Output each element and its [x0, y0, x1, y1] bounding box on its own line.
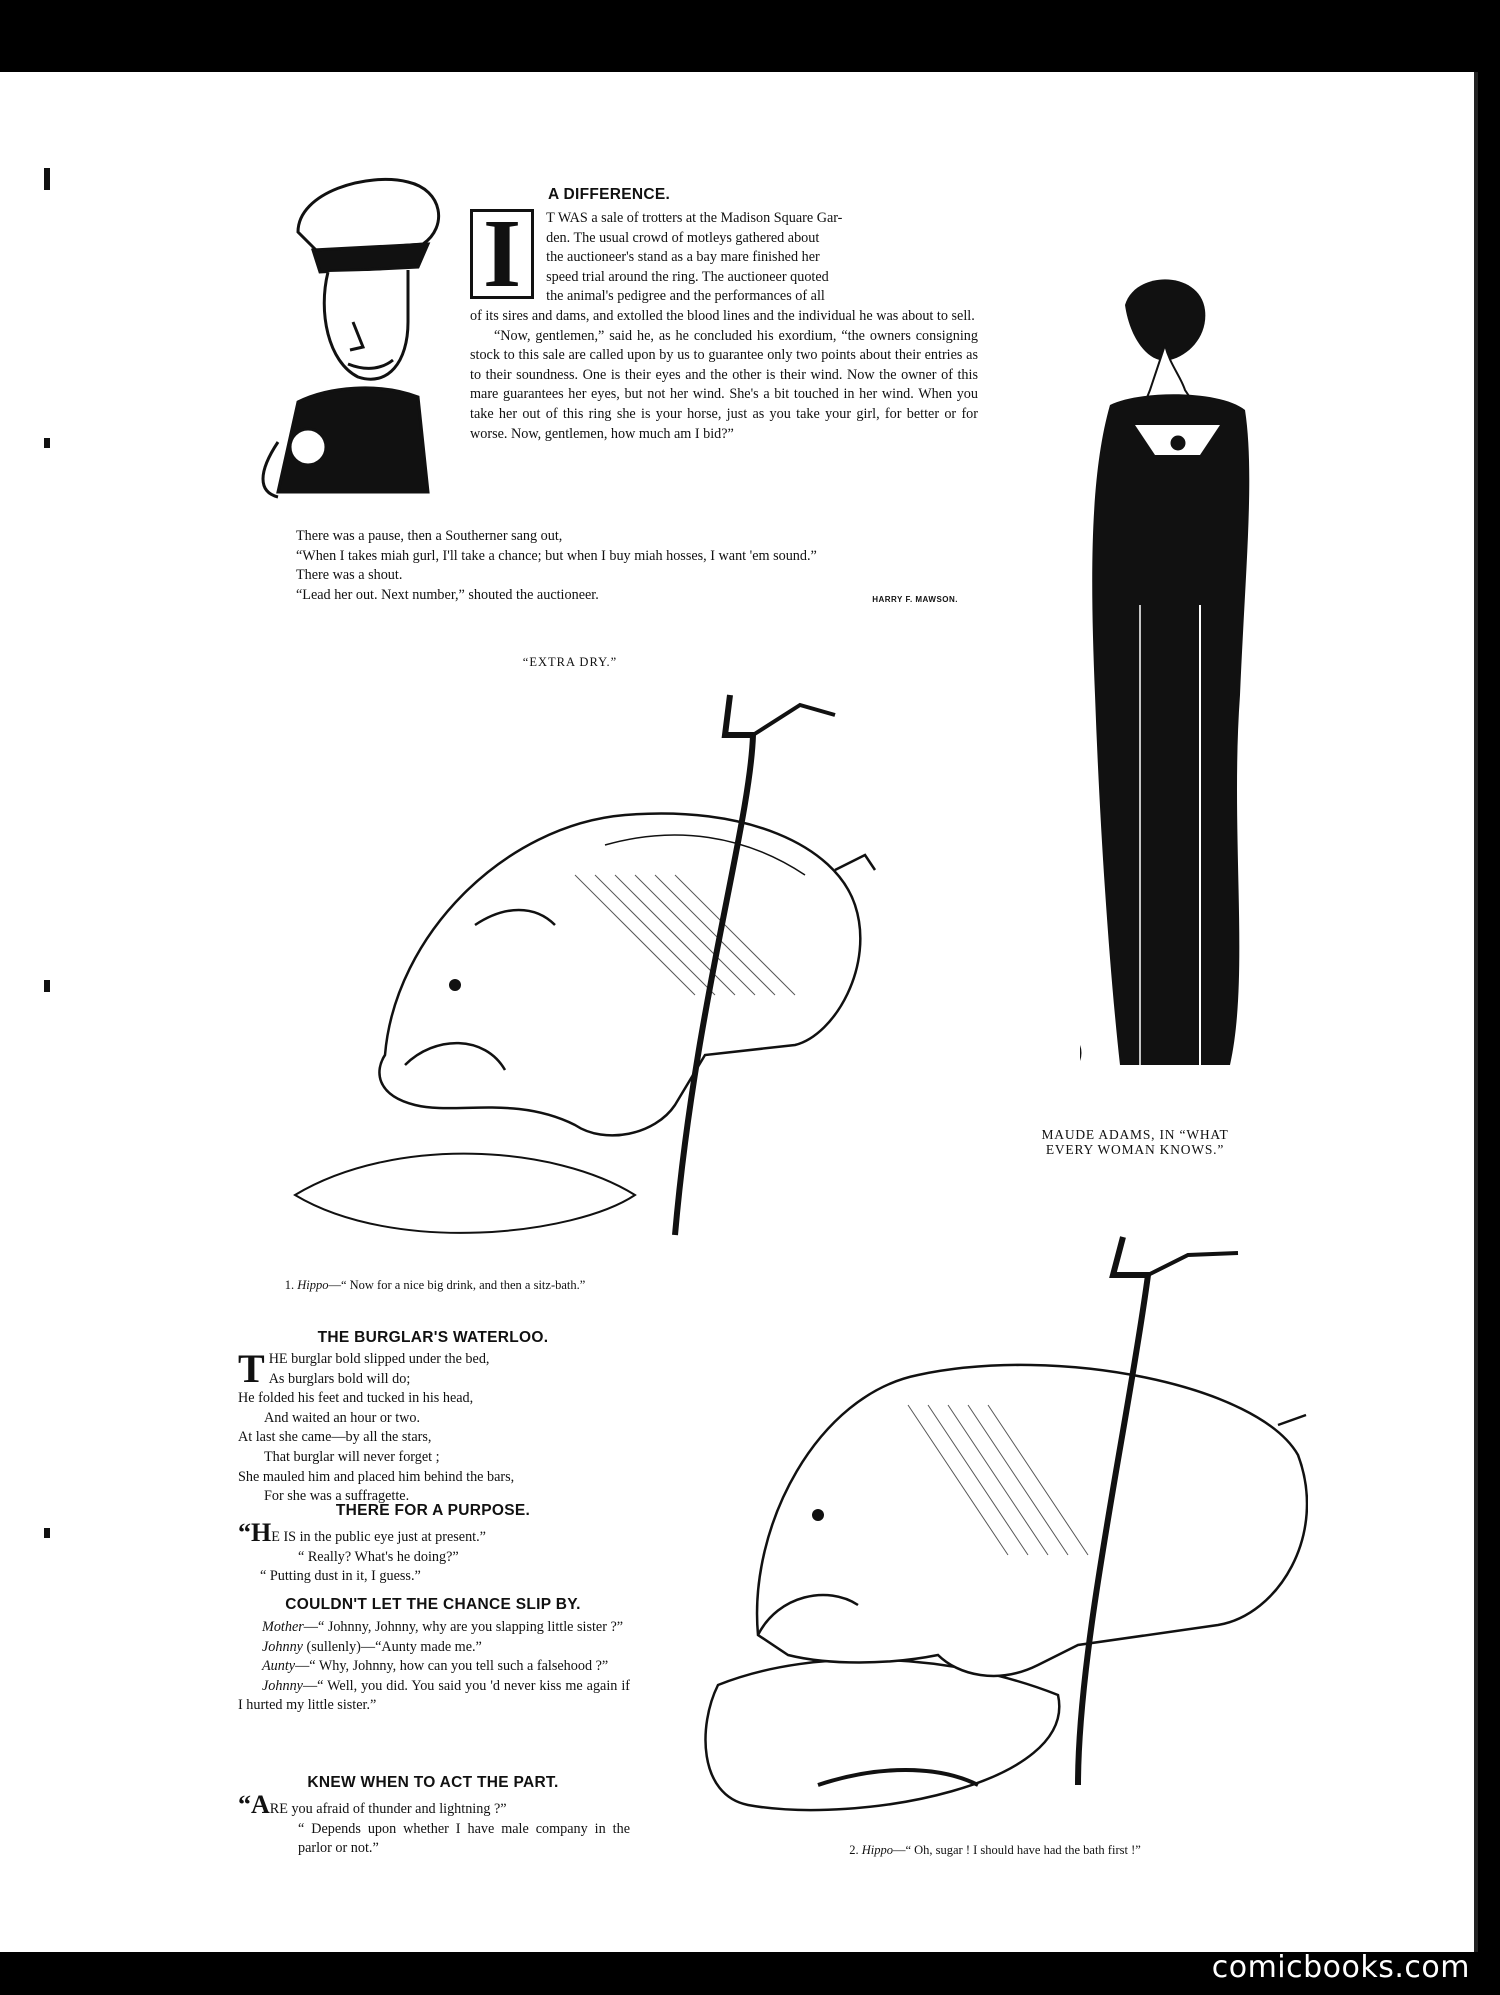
- story-title: THE BURGLAR'S WATERLOO.: [317, 1329, 549, 1346]
- text-line: —“ Johnny, Johnny, why are you slapping little sister ?”: [303, 1619, 624, 1635]
- drop-cap: T: [238, 1346, 265, 1391]
- text-paragraph: of its sires and dams, and extolled the blood lines and the individual he was about to sell.: [470, 307, 975, 324]
- caption-line: MAUDE ADAMS, IN “WHAT: [1041, 1127, 1229, 1142]
- story-body: [238, 1518, 638, 1587]
- story-title: COULDN'T LET THE CHANCE SLIP BY.: [285, 1596, 581, 1613]
- site-watermark: comicbooks.com: [1211, 1950, 1470, 1985]
- text-line: T WAS a sale of trotters at the Madison Square Gar-: [546, 210, 843, 226]
- story-title: KNEW WHEN TO ACT THE PART.: [307, 1774, 559, 1791]
- caption-line: EVERY WOMAN KNOWS.”: [1045, 1142, 1225, 1157]
- poem: [238, 1346, 638, 1507]
- drop-cap: I: [470, 209, 534, 299]
- caption-speaker: Hippo: [297, 1278, 329, 1292]
- poem-line: For she was a suffragette.: [264, 1488, 410, 1505]
- text-line: “ Really? What's he doing?”: [298, 1548, 459, 1565]
- panel-caption: [255, 1278, 615, 1293]
- text-paragraph: “Now, gentlemen,” said he, as he concluded his exordium, “the owners consigning stock to this sale are called upon by us to guarantee only two points about their entries as to their soundness. One is their eyes and the other is their wind. Now the owner of this mare guarantees her eyes, but not her wind. She's a bit touched in her wind. When you take her out of this ring she is your horse, just as you take your girl, for better or for worse. Now, gentlemen, how much am I bid?”: [470, 327, 978, 442]
- text-line: den. The usual crowd of motleys gathered about: [546, 229, 820, 246]
- portrait-caption: [985, 1127, 1285, 1157]
- text-paragraph: “When I takes miah gurl, I'll take a chance; but when I buy miah hosses, I want 'em sound.”: [296, 547, 817, 564]
- speaker: Johnny: [262, 1677, 303, 1694]
- story-title: THERE FOR A PURPOSE.: [335, 1502, 531, 1519]
- poem-line: HE burglar bold slipped under the bed,: [268, 1351, 490, 1367]
- text-paragraph: There was a shout.: [296, 567, 403, 584]
- caption-number: 2.: [849, 1843, 859, 1857]
- hippo-drinking-illustration: [275, 675, 955, 1275]
- text-line: speed trial around the ring. The auctioneer quoted: [546, 268, 829, 285]
- text-line: (sullenly)—“Aunty made me.”: [302, 1638, 482, 1655]
- text-line: “ Putting dust in it, I guess.”: [260, 1568, 421, 1585]
- caption-text: —“ Now for a nice big drink, and then a sitz-bath.”: [328, 1278, 586, 1292]
- poem-line: She mauled him and placed him behind the bars,: [238, 1468, 515, 1485]
- poem-line: At last she came—by all the stars,: [238, 1429, 432, 1446]
- text-line: “ Depends upon whether I have male company in the parlor or not.”: [298, 1820, 630, 1857]
- story-title: A DIFFERENCE.: [548, 186, 671, 203]
- text-paragraph: [272, 586, 978, 606]
- author-credit: HARRY F. MAWSON.: [872, 594, 958, 604]
- text-line: E IS in the public eye just at present.”: [271, 1529, 486, 1545]
- text-paragraph: There was a pause, then a Southerner sang out,: [296, 528, 563, 544]
- speaker: Mother: [262, 1619, 304, 1635]
- caption-text: —“ Oh, sugar ! I should have had the bath first !”: [892, 1843, 1141, 1857]
- poem-line: He folded his feet and tucked in his head,: [238, 1390, 474, 1407]
- page-edge: [1474, 72, 1478, 1952]
- story-body: [238, 1790, 630, 1859]
- margin-mark: [44, 438, 50, 448]
- margin-mark: [44, 168, 50, 190]
- speaker: Aunty: [262, 1658, 296, 1675]
- text-line: —“ Why, Johnny, how can you tell such a falsehood ?”: [295, 1658, 609, 1675]
- panel-caption: [785, 1843, 1205, 1858]
- speaker: Johnny: [262, 1638, 303, 1655]
- drop-cap: “H: [238, 1518, 272, 1547]
- story-body: [470, 200, 978, 444]
- margin-mark: [44, 980, 50, 992]
- text-line: the animal's pedigree and the performances of all: [546, 288, 825, 305]
- text-line: the auctioneer's stand as a bay mare finished her: [546, 249, 820, 266]
- closing-line: “Lead her out. Next number,” shouted the auctioneer.: [296, 586, 599, 603]
- margin-mark: [44, 1528, 50, 1538]
- drop-cap: “A: [238, 1790, 270, 1819]
- caption-speaker: Hippo: [861, 1843, 893, 1857]
- poem-line: And waited an hour or two.: [264, 1409, 421, 1426]
- poem-line: That burglar will never forget ;: [264, 1448, 440, 1465]
- text-line: —“ Well, you did. You said you 'd never kiss me again if I hurted my little sister.”: [238, 1677, 630, 1714]
- hippo-in-mud-illustration: [658, 1225, 1308, 1875]
- maude-adams-illustration: [1080, 275, 1310, 1085]
- text-line: RE you afraid of thunder and lightning ?”: [269, 1801, 507, 1817]
- poem-line: As burglars bold will do;: [268, 1370, 411, 1387]
- story-body: [272, 527, 978, 605]
- policeman-illustration: [258, 172, 458, 502]
- caption-number: 1.: [284, 1278, 295, 1292]
- cartoon-title: “EXTRA DRY.”: [522, 655, 618, 669]
- story-body: [238, 1618, 630, 1716]
